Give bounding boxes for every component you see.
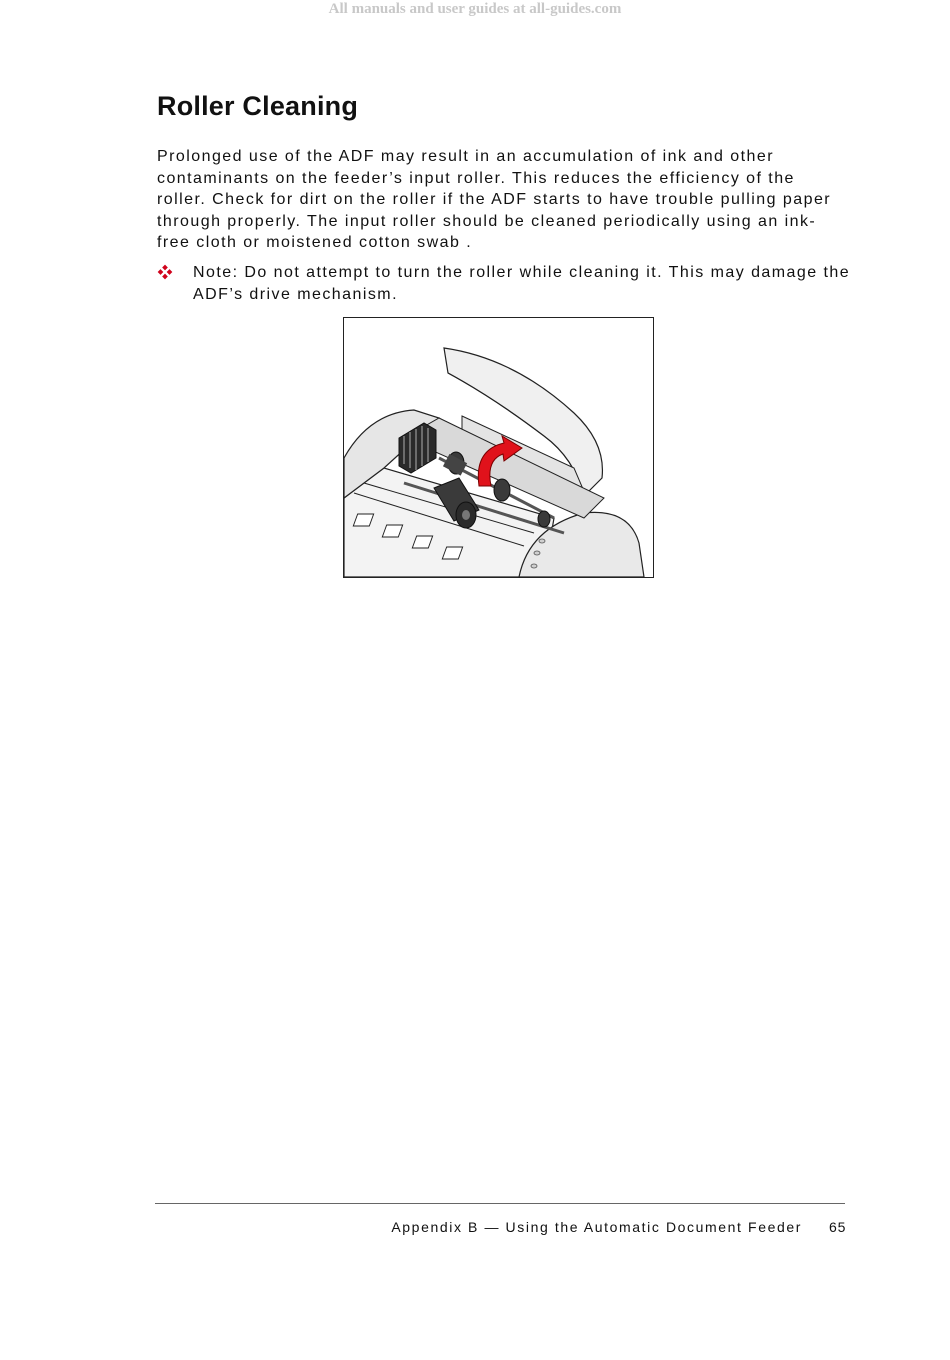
small-roller xyxy=(538,511,550,527)
page-number: 65 xyxy=(829,1219,847,1235)
footer-text: Appendix B — Using the Automatic Document Feeder xyxy=(391,1219,802,1235)
rear-roller-right xyxy=(494,479,510,501)
diamond-bullet-icon xyxy=(157,264,173,280)
footer-rule xyxy=(155,1203,845,1204)
note-text: Note: Do not attempt to turn the roller while cleaning it. This may damage the ADF’s drive mechanism. xyxy=(193,264,851,303)
adf-roller-illustration xyxy=(343,317,654,578)
body-paragraph: Prolonged use of the ADF may result in an accumulation of ink and other contaminants on the feeder’s input roller. This reduces the efficiency of the roller. Check for dirt on the roller if the ADF starts to have trouble pulling paper through properly. The input roller should be cleaned periodically using an ink-free cloth or moistened cotton swab . xyxy=(157,148,832,251)
watermark: All manuals and user guides at all-guides.com xyxy=(328,1,622,17)
page-title: Roller Cleaning xyxy=(157,91,359,121)
